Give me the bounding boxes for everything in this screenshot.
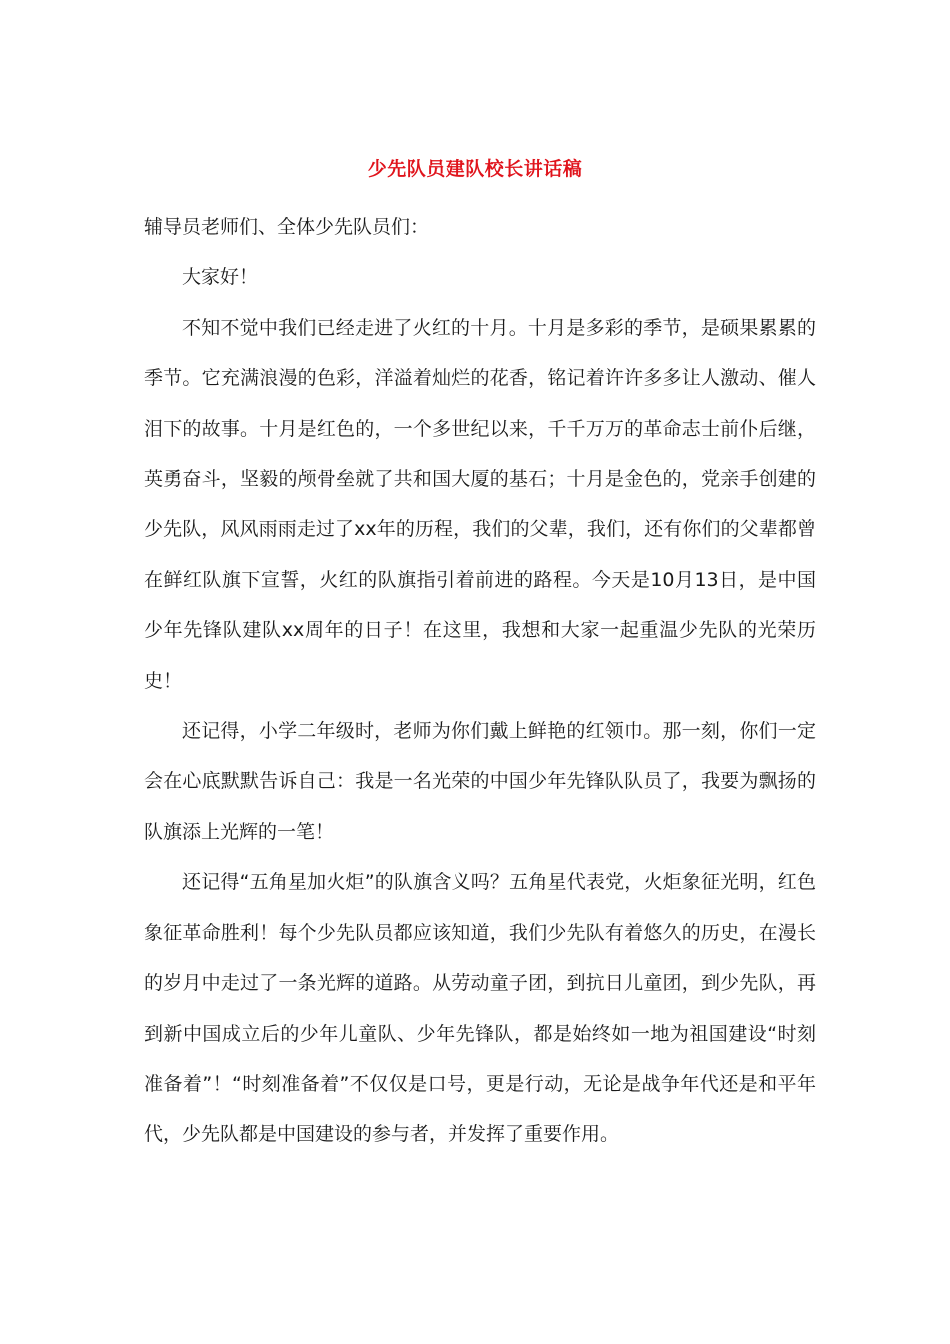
document-title: 少先队员建队校长讲话稿	[367, 158, 583, 180]
paragraph-greeting: 大家好！	[182, 266, 259, 289]
salutation: 辅导员老师们、全体少先队员们：	[144, 216, 430, 238]
paragraph-october: 不知不觉中我们已经走进了火红的十月。十月是多彩的季节，是硕果累累的季节。它充满浪漫的色彩，洋溢着灿烂的花香，铭记着许许多多让人激动、催人泪下的故事。十月是红色的，一个多世纪以来，千千万万的革命志士前仆后继，英勇奋斗，坚毅的颅骨垒就了共和国大厦的基石；十月是金色的，党亲手创建的少先队，风风雨雨走过了xx年的历程，我们的父辈，我们，还有你们的父辈都曾在鲜红队旗下宣誓，火红的队旗指引着前进的路程。今天是10月13日，是中国少年先锋队建队xx周年的日子！在这里，我想和大家一起重温少先队的光荣历史！	[144, 316, 816, 692]
paragraph-team-flag: 还记得“五角星加火炬”的队旗含义吗？五角星代表党，火炬象征光明，红色象征革命胜利！每个少先队员都应该知道，我们少先队有着悠久的历史，在漫长的岁月中走过了一条光辉的道路。从劳动童子团，到抗日儿童团，到少先队，再到新中国成立后的少年儿童队、少年先锋队，都是始终如一地为祖国建设“时刻准备着”！“时刻准备着”不仅仅是口号，更是行动，无论是战争年代还是和平年代，少先队都是中国建设的参与者，并发挥了重要作用。	[144, 871, 816, 1146]
document-body	[144, 202, 816, 1160]
paragraph-red-scarf: 还记得，小学二年级时，老师为你们戴上鲜艳的红领巾。那一刻，你们一定会在心底默默告诉自己：我是一名光荣的中国少年先锋队队员了，我要为飘扬的队旗添上光辉的一笔！	[144, 720, 816, 843]
